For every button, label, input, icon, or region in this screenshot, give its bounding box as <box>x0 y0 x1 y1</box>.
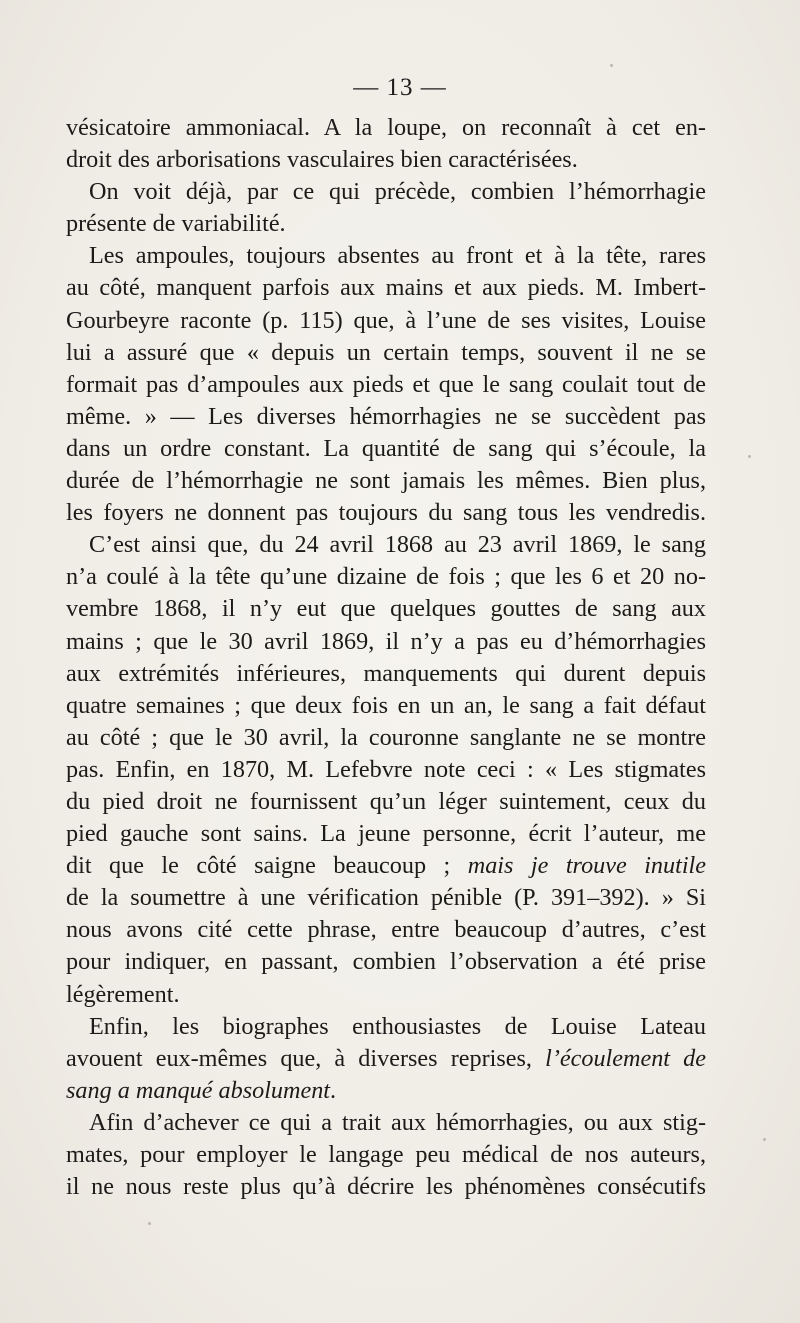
text-line: dans un ordre constant. La quantité de sang qui s’écoule, la <box>66 434 706 462</box>
text-line: même. » — Les diverses hémorrhagies ne se succèdent pas <box>66 402 706 430</box>
paper-speck <box>610 64 613 67</box>
text-line: droit des arborisations vasculaires bien caractérisées. <box>66 146 578 174</box>
italic-segment: l’écoulement de <box>545 1044 706 1072</box>
text-line: mains ; que le 30 avril 1869, il n’y a pas eu d’hémorrhagies <box>66 627 706 655</box>
page-body <box>66 112 706 1203</box>
text-line: lui a assuré que « depuis un certain temps, souvent il ne se <box>66 338 706 366</box>
text-line: C’est ainsi que, du 24 avril 1868 au 23 avril 1869, le sang <box>89 531 706 559</box>
text-line: Gourbeyre raconte (p. 115) que, à l’une de ses visites, Louise <box>66 306 706 334</box>
text-line: pied gauche sont sains. La jeune personne, écrit l’auteur, me <box>66 820 706 848</box>
text-line: formait pas d’ampoules aux pieds et que le sang coulait tout de <box>66 370 706 398</box>
text-line: présente de variabilité. <box>66 210 286 238</box>
text-line: du pied droit ne fournissent qu’un léger suintement, ceux du <box>66 787 706 815</box>
paper-speck <box>763 1138 766 1141</box>
page-number: — 13 — <box>353 74 447 101</box>
text-line <box>66 1075 706 1107</box>
text-line: Les ampoules, toujours absentes au front et à la tête, rares <box>89 242 706 270</box>
text-line: les foyers ne donnent pas toujours du sang tous les vendredis. <box>66 499 706 527</box>
text-line: durée de l’hémorrhagie ne sont jamais les mêmes. Bien plus, <box>66 467 706 495</box>
text-line: pour indiquer, en passant, combien l’observation a été prise <box>66 948 706 976</box>
text-line: Enfin, les biographes enthousiastes de Louise Lateau <box>89 1012 706 1040</box>
text-line: On voit déjà, par ce qui précède, combien l’hémorrhagie <box>89 178 706 206</box>
text-line: de la soumettre à une vérification pénible (P. 391–392). » Si <box>66 884 706 912</box>
text-line: vembre 1868, il n’y eut que quelques gouttes de sang aux <box>66 595 706 623</box>
line-segment: . <box>330 1076 337 1104</box>
text-line: pas. Enfin, en 1870, M. Lefebvre note ceci : « Les stigmates <box>66 755 706 783</box>
text-line: légèrement. <box>66 980 180 1008</box>
text-line: vésicatoire ammoniacal. A la loupe, on reconnaît à cet en- <box>66 114 706 141</box>
italic-segment: mais je trouve inutile <box>467 852 707 880</box>
paper-speck <box>748 455 751 458</box>
paper-speck <box>148 1222 151 1225</box>
text-line: au côté ; que le 30 avril, la couronne sanglante ne se montre <box>66 723 706 751</box>
text-line: aux extrémités inférieures, manquements qui durent depuis <box>66 659 706 687</box>
line-segment: avouent eux-mêmes que, à diverses reprises, <box>66 1044 532 1072</box>
text-line: nous avons cité cette phrase, entre beaucoup d’autres, c’est <box>66 916 706 944</box>
italic-segment: sang a manqué absolument <box>66 1076 331 1104</box>
text-line: Afin d’achever ce qui a trait aux hémorrhagies, ou aux stig- <box>89 1108 706 1136</box>
text-line: quatre semaines ; que deux fois en un an, le sang a fait défaut <box>66 691 706 719</box>
text-line: n’a coulé à la tête qu’une dizaine de fois ; que les 6 et 20 no- <box>66 563 706 591</box>
text-line: il ne nous reste plus qu’à décrire les phénomènes consécutifs <box>66 1173 706 1201</box>
text-line <box>66 850 706 882</box>
text-line: mates, pour employer le langage peu médical de nos auteurs, <box>66 1141 706 1168</box>
text-line <box>66 1043 706 1075</box>
text-line: au côté, manquent parfois aux mains et aux pieds. M. Imbert- <box>66 274 706 302</box>
line-segment: dit que le côté saigne beaucoup ; <box>66 852 451 880</box>
